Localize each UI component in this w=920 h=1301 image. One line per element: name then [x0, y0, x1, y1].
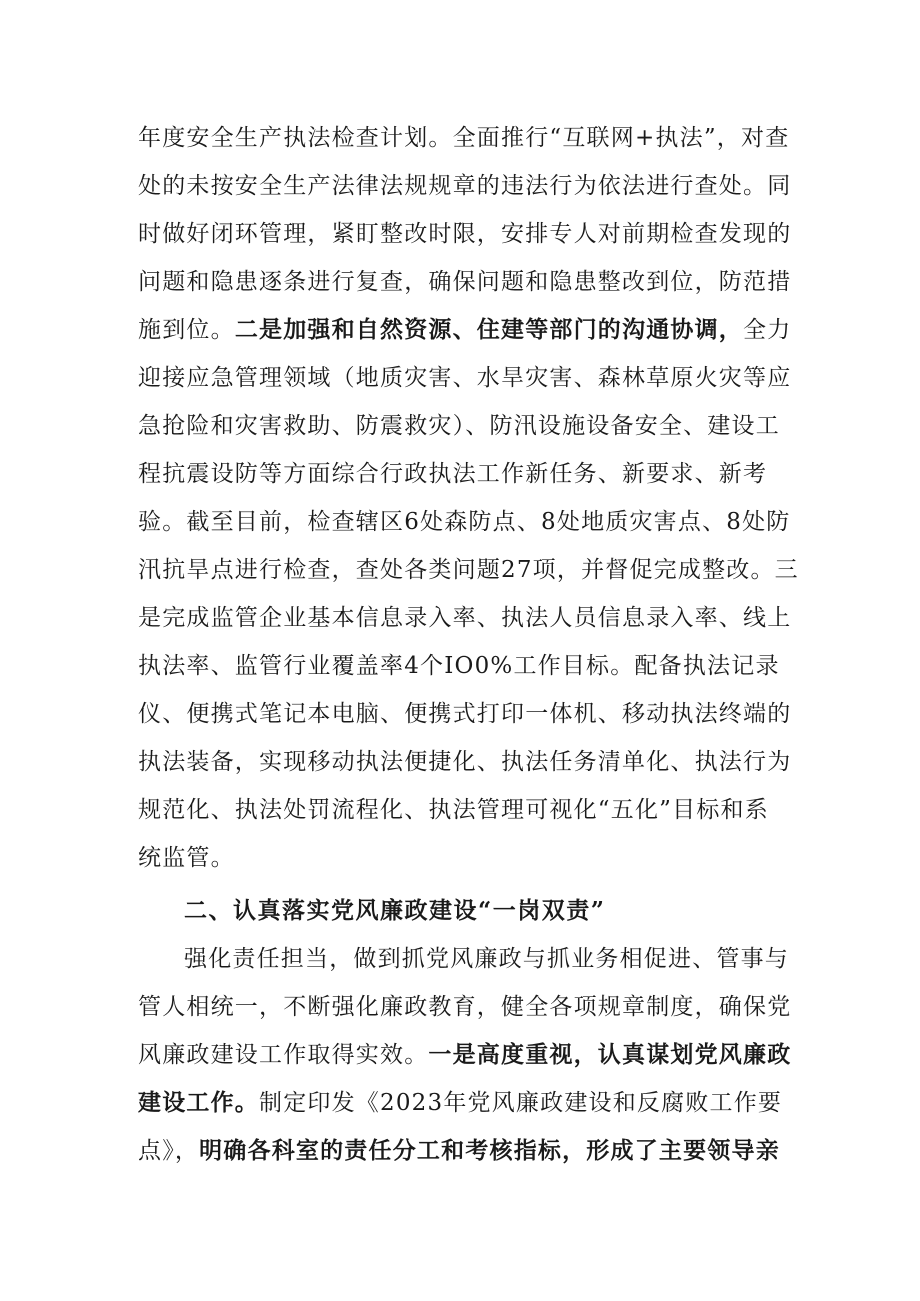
bold-text-segment: 一是高度重视，认真谋划党风廉政: [428, 1041, 792, 1068]
text-line: [138, 1088, 783, 1118]
text-line: 执法率、监管行业覆盖率4个IO0%工作目标。配备执法记录: [138, 653, 780, 679]
text-segment: 全力: [743, 317, 792, 343]
section-heading: 二、认真落实党风廉政建设“一岗双责”: [184, 897, 606, 924]
text-line: 是完成监管企业基本信息录入率、执法人员信息录入率、线上: [138, 605, 792, 631]
text-line: 汛抗旱点进行检查，查处各类问题27项，并督促完成整改。三: [138, 557, 799, 583]
text-line: [138, 1040, 792, 1070]
text-line: 验。截至目前，检查辖区6处森防点、8处地质灾害点、8处防: [138, 509, 791, 535]
text-line: 规范化、执法处罚流程化、执法管理可视化“五化”目标和系: [138, 797, 769, 823]
text-line: 迎接应急管理领域（地质灾害、水旱灾害、森林草原火灾等应: [138, 365, 792, 391]
text-segment: 点》，: [138, 1138, 200, 1164]
text-segment: 施到位。: [138, 317, 235, 343]
bold-text-segment: 明确各科室的责任分工和考核指标，形成了主要领导亲: [199, 1137, 780, 1164]
text-line: 急抢险和灾害救助、防震救灾）、防汛设施设备安全、建设工: [138, 413, 780, 439]
text-line: 执法装备，实现移动执法便捷化、执法任务清单化、执法行为: [138, 749, 792, 775]
text-segment: 制定印发《2023年党风廉政建设和反腐败工作要: [259, 1090, 783, 1116]
text-line: 年度安全生产执法检查计划。全面推行“互联网+执法”，对查: [138, 125, 790, 151]
text-line: 程抗震设防等方面综合行政执法工作新任务、新要求、新考: [138, 461, 768, 487]
text-line: 管人相统一，不断强化廉政教育，健全各项规章制度，确保党: [138, 994, 792, 1020]
text-segment: 风廉政建设工作取得实效。: [138, 1042, 429, 1068]
text-line: [138, 1136, 778, 1166]
text-line: 问题和隐患逐条进行复查，确保问题和隐患整改到位，防范措: [138, 269, 792, 295]
text-line: 强化责任担当，做到抓党风廉政与抓业务相促进、管事与: [184, 946, 789, 972]
bold-text-segment: 建设工作。: [138, 1089, 259, 1116]
bold-text-segment: 二是加强和自然资源、住建等部门的沟通协调，: [234, 316, 744, 343]
text-line: 仪、便携式笔记本电脑、便携式打印一体机、移动执法终端的: [138, 701, 792, 727]
text-line: 统监管。: [138, 845, 235, 871]
text-line: 时做好闭环管理，紧盯整改时限，安排专人对前期检查发现的: [138, 221, 792, 247]
text-line: [138, 315, 792, 345]
text-line: 处的未按安全生产法律法规规章的违法行为依法进行查处。同: [138, 173, 792, 199]
